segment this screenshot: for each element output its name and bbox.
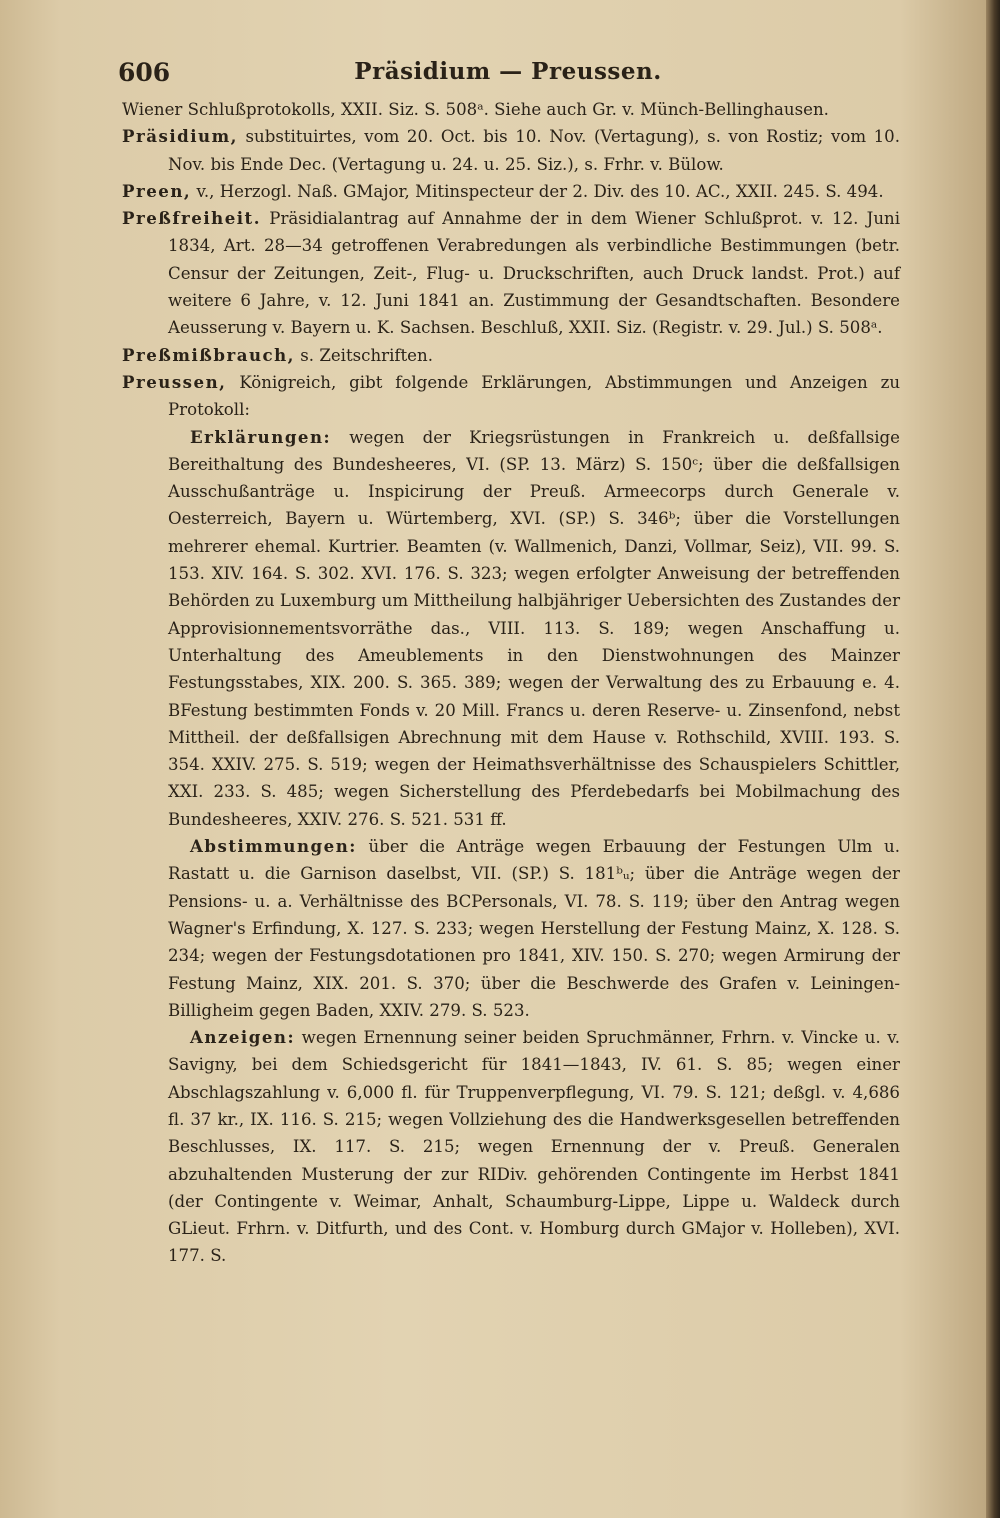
sub-entry-headword: Anzeigen: (190, 1027, 296, 1048)
index-entry-preen (122, 178, 900, 205)
sub-entry-text: über die Anträge wegen Erbauung der Festungen Ulm u. Rastatt u. die Garnison daselbst, VII. (SP.) S. 181ᵇᵤ; über die Anträge wegen der Pensions- u. a. Verhältnisse des BCPersonals, VI. 78. S. 119; über den Antrag wegen Wagner's Erfindung, X. 127. S. 233; wegen Herstellung der Festung Mainz, X. 128. S. 234; wegen der Festungsdotationen pro 1841, XIV. 150. S. 270; wegen Armirung der Festung Mainz, XIX. 201. S. 370; über die Beschwerde des Grafen v. Leiningen-Billigheim gegen Baden, XXIV. 279. S. 523. (168, 837, 900, 1020)
entry-text: v., Herzogl. Naß. GMajor, Mitinspecteur der 2. Div. des 10. AC., XXII. 245. S. 494. (196, 181, 884, 201)
sub-entry-headword: Abstimmungen: (190, 836, 357, 857)
entry-headword: Preßfreiheit. (122, 208, 261, 229)
entry-text: Präsidialantrag auf Annahme der in dem Wiener Schlußprot. v. 12. Juni 1834, Art. 28—34 getroffenen Verabredungen als verbindliche Bestimmungen (betr. Censur der Zeitungen, Zeit-, Flug- u. Druckschriften, auch Druck landst. Prot.) auf weitere 6 Jahre, v. 12. Juni 1841 an. Zustimmung der Gesandtschaften. Besondere Aeusserung v. Bayern u. K. Sachsen. Beschluß, XXII. Siz. (Registr. v. 29. Jul.) S. 508ᵃ. (168, 209, 901, 338)
entry-headword: Preen, (122, 180, 192, 201)
entry-text: Wiener Schlußprotokolls, XXII. Siz. S. 508ᵃ. Siehe auch Gr. v. Münch-Bellinghausen. (122, 100, 829, 119)
sub-entry-erklaerungen (122, 424, 900, 833)
sub-entry-headword: Erklärungen: (190, 426, 332, 447)
sub-entry-anzeigen (122, 1024, 900, 1270)
index-entry-continuation (122, 96, 900, 123)
index-entry-pressfreiheit (122, 205, 900, 341)
entry-headword: Preussen, (122, 371, 227, 392)
entry-headword: Präsidium, (122, 126, 238, 147)
running-title: Präsidium — Preussen. (354, 58, 662, 85)
book-spine-shadow (986, 0, 1000, 1518)
sub-entry-text: wegen der Kriegsrüstungen in Frankreich u. deßfallsige Bereithaltung des Bundesheeres, VI. (SP. 13. März) S. 150ᶜ; über die deßfallsigen Ausschußanträge u. Inspicirung der Preuß. Armeecorps durch Generale v. Oesterreich, Bayern u. Würtemberg, XVI. (SP.) S. 346ᵇ; über die Vorstellungen mehrerer ehemal. Kurtrier. Beamten (v. Wallmenich, Danzi, Vollmar, Seiz), VII. 99. S. 153. XIV. 164. S. 302. XVI. 176. S. 323; wegen erfolgter Anweisung der betreffenden Behörden zu Luxemburg um Mittheilung halbjähriger Uebersichten des Zustandes der Approvisionnementsvorräthe das., VIII. 113. S. 189; wegen Anschaffung u. Unterhaltung des Ameublements in den Dienstwohnungen des Mainzer Festungsstabes, XIX. 200. S. 365. 389; wegen der Verwaltung des zu Erbauung e. 4. BFestung bestimmten Fonds v. 20 Mill. Francs u. deren Reserve- u. Zinsenfond, nebst Mittheil. der deßfallsigen Abrechnung mit dem Hause v. Rothschild, XVIII. 193. S. 354. XXIV. 275. S. 519; wegen der Heimathsverhältnisse des Schauspielers Schittler, XXI. 233. S. 485; wegen Sicherstellung des Pferdebedarfs bei Mobilmachung des Bundesheeres, XXIV. 276. S. 521. 531 ff. (168, 427, 900, 829)
entry-text: s. Zeitschriften. (300, 345, 433, 365)
entry-headword: Preßmißbrauch, (122, 344, 295, 365)
index-entry-pressmissbrauch (122, 342, 900, 369)
page-number: 606 (118, 58, 171, 87)
page-header (118, 58, 898, 92)
sub-entry-text: wegen Ernennung seiner beiden Spruchmänner, Frhrn. v. Vincke u. v. Savigny, bei dem Schiedsgericht für 1841—1843, IV. 61. S. 85; wegen einer Abschlagszahlung v. 6,000 fl. für Truppenverpflegung, VI. 79. S. 121; deßgl. v. 4,686 fl. 37 kr., IX. 116. S. 215; wegen Vollziehung des die Handwerksgesellen betreffenden Beschlusses, IX. 117. S. 215; wegen Ernennung der v. Preuß. Generalen abzuhaltenden Musterung der zur RIDiv. gehörenden Contingente im Herbst 1841 (der Contingente v. Weimar, Anhalt, Schaumburg-Lippe, Lippe u. Waldeck durch GLieut. Frhrn. v. Ditfurth, und des Cont. v. Homburg durch GMajor v. Holleben), XVI. 177. S. (168, 1028, 900, 1266)
index-body (122, 96, 900, 1270)
sub-entry-abstimmungen (122, 833, 900, 1024)
index-entry-praesidium (122, 123, 900, 178)
index-entry-preussen (122, 369, 900, 424)
entry-text: Königreich, gibt folgende Erklärungen, Abstimmungen und Anzeigen zu Protokoll: (168, 372, 901, 420)
entry-text: substituirtes, vom 20. Oct. bis 10. Nov. (Vertagung), s. von Rostiz; vom 10. Nov. bis Ende Dec. (Vertagung u. 24. u. 25. Siz.), s. Frhr. v. Bülow. (168, 127, 900, 174)
